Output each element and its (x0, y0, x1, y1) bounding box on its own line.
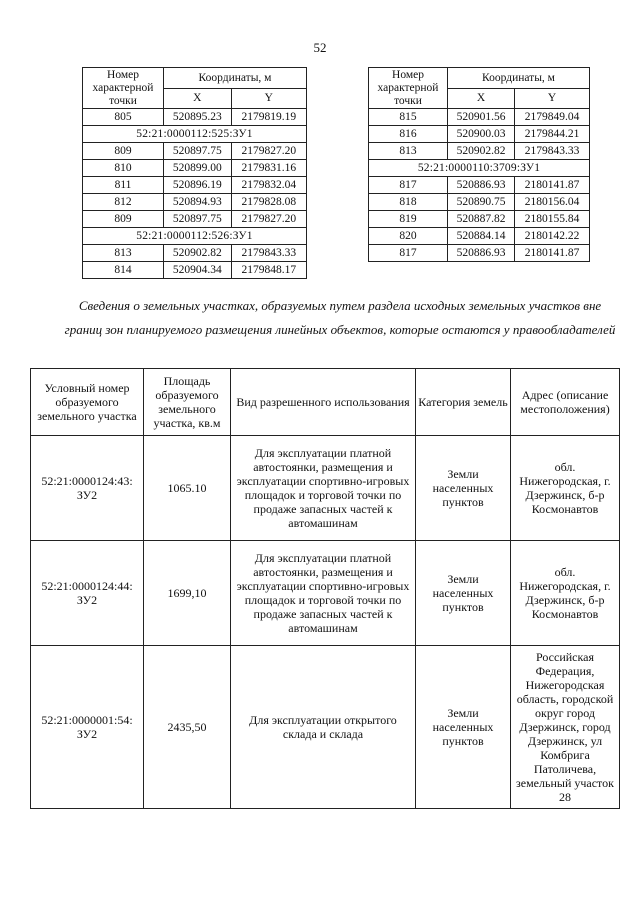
x-coordinate: 520904.34 (164, 262, 232, 279)
y-coordinate: 2179848.17 (231, 262, 306, 279)
land-plots-table (30, 368, 620, 809)
plot-number: 52:21:0000124:43: ЗУ2 (31, 436, 144, 541)
table-row (83, 194, 307, 211)
table-row (369, 143, 590, 160)
y-coordinate: 2179843.33 (231, 245, 306, 262)
plot-number: 52:21:0000124:44: ЗУ2 (31, 541, 144, 646)
permitted-use: Для эксплуатации платной автостоянки, размещения и эксплуатации спортивно-игровых площадок и торговой точки по продаже запасных частей к автомашинам (231, 436, 416, 541)
parcel-subheader-row (83, 126, 307, 143)
coordinates-body-left (83, 109, 307, 279)
y-coordinate: 2179849.04 (515, 109, 590, 126)
x-header: X (448, 88, 515, 109)
point-number: 809 (83, 211, 164, 228)
table-row (83, 262, 307, 279)
point-number: 815 (369, 109, 448, 126)
y-coordinate: 2180156.04 (515, 194, 590, 211)
plot-area: 1699,10 (144, 541, 231, 646)
address: обл. Нижегородская, г. Дзержинск, б-р Космонавтов (511, 436, 620, 541)
y-coordinate: 2179828.08 (231, 194, 306, 211)
table-row (31, 541, 620, 646)
x-header: X (164, 88, 232, 109)
plot-number-header: Условный номер образуемого земельного участка (31, 369, 144, 436)
permitted-use: Для эксплуатации открытого склада и склада (231, 646, 416, 809)
y-coordinate: 2180141.87 (515, 177, 590, 194)
y-coordinate: 2180141.87 (515, 245, 590, 262)
table-row (369, 109, 590, 126)
y-coordinate: 2179843.33 (515, 143, 590, 160)
y-coordinate: 2179831.16 (231, 160, 306, 177)
table-row (369, 194, 590, 211)
land-category-header: Категория земель (416, 369, 511, 436)
table-row (31, 436, 620, 541)
address: Российская Федерация, Нижегородская область, городской округ город Дзержинск, город Дзержинск, ул Комбрига Патоличева, земельный участок 28 (511, 646, 620, 809)
coordinates-table-right (368, 67, 590, 262)
point-number: 811 (83, 177, 164, 194)
plot-number: 52:21:0000001:54: ЗУ2 (31, 646, 144, 809)
point-number: 819 (369, 211, 448, 228)
table-row (83, 211, 307, 228)
point-number-header: Номер характерной точки (83, 68, 164, 109)
point-number-header: Номер характерной точки (369, 68, 448, 109)
table-row (369, 228, 590, 245)
y-coordinate: 2179827.20 (231, 143, 306, 160)
point-number: 812 (83, 194, 164, 211)
x-coordinate: 520886.93 (448, 245, 515, 262)
parcel-id: 52:21:0000110:3709:ЗУ1 (369, 160, 590, 177)
y-coordinate: 2180142.22 (515, 228, 590, 245)
x-coordinate: 520901.56 (448, 109, 515, 126)
point-number: 817 (369, 245, 448, 262)
x-coordinate: 520884.14 (448, 228, 515, 245)
x-coordinate: 520897.75 (164, 143, 232, 160)
y-coordinate: 2179832.04 (231, 177, 306, 194)
parcel-subheader-row (83, 228, 307, 245)
page-number: 52 (313, 40, 327, 55)
address-header: Адрес (описание местоположения) (511, 369, 620, 436)
x-coordinate: 520894.93 (164, 194, 232, 211)
coordinates-header: Координаты, м (164, 68, 307, 89)
point-number: 820 (369, 228, 448, 245)
permitted-use: Для эксплуатации платной автостоянки, размещения и эксплуатации спортивно-игровых площадок и торговой точки по продаже запасных частей к автомашинам (231, 541, 416, 646)
section-caption: Сведения о земельных участках, образуемых путем раздела исходных земельных участков вне границ зон планируемого размещения линейных объектов, которые остаются у правообладателей (64, 298, 616, 337)
x-coordinate: 520895.23 (164, 109, 232, 126)
table-row (83, 160, 307, 177)
point-number: 817 (369, 177, 448, 194)
parcel-subheader-row (369, 160, 590, 177)
table-row (83, 177, 307, 194)
point-number: 816 (369, 126, 448, 143)
area-header: Площадь образуемого земельного участка, кв.м (144, 369, 231, 436)
address: обл. Нижегородская, г. Дзержинск, б-р Космонавтов (511, 541, 620, 646)
point-number: 810 (83, 160, 164, 177)
table-row (31, 646, 620, 809)
table-row (369, 177, 590, 194)
point-number: 813 (83, 245, 164, 262)
point-number: 818 (369, 194, 448, 211)
table-row (83, 143, 307, 160)
coordinates-table-left (82, 67, 307, 279)
x-coordinate: 520897.75 (164, 211, 232, 228)
parcel-id: 52:21:0000112:526:ЗУ1 (83, 228, 307, 245)
plot-area: 2435,50 (144, 646, 231, 809)
point-number: 809 (83, 143, 164, 160)
x-coordinate: 520900.03 (448, 126, 515, 143)
x-coordinate: 520890.75 (448, 194, 515, 211)
x-coordinate: 520886.93 (448, 177, 515, 194)
table-row (369, 126, 590, 143)
land-category: Земли населенных пунктов (416, 541, 511, 646)
table-row (83, 245, 307, 262)
point-number: 813 (369, 143, 448, 160)
coordinates-header: Координаты, м (448, 68, 590, 89)
x-coordinate: 520896.19 (164, 177, 232, 194)
x-coordinate: 520902.82 (448, 143, 515, 160)
land-category: Земли населенных пунктов (416, 436, 511, 541)
x-coordinate: 520902.82 (164, 245, 232, 262)
table-row (369, 211, 590, 228)
y-coordinate: 2179844.21 (515, 126, 590, 143)
land-category: Земли населенных пунктов (416, 646, 511, 809)
coordinates-body-right (369, 109, 590, 262)
y-header: Y (515, 88, 590, 109)
x-coordinate: 520899.00 (164, 160, 232, 177)
point-number: 814 (83, 262, 164, 279)
y-coordinate: 2179827.20 (231, 211, 306, 228)
x-coordinate: 520887.82 (448, 211, 515, 228)
parcel-id: 52:21:0000112:525:ЗУ1 (83, 126, 307, 143)
y-coordinate: 2180155.84 (515, 211, 590, 228)
table-row (83, 109, 307, 126)
y-header: Y (231, 88, 306, 109)
permitted-use-header: Вид разрешенного использования (231, 369, 416, 436)
y-coordinate: 2179819.19 (231, 109, 306, 126)
table-row (369, 245, 590, 262)
plot-area: 1065.10 (144, 436, 231, 541)
point-number: 805 (83, 109, 164, 126)
